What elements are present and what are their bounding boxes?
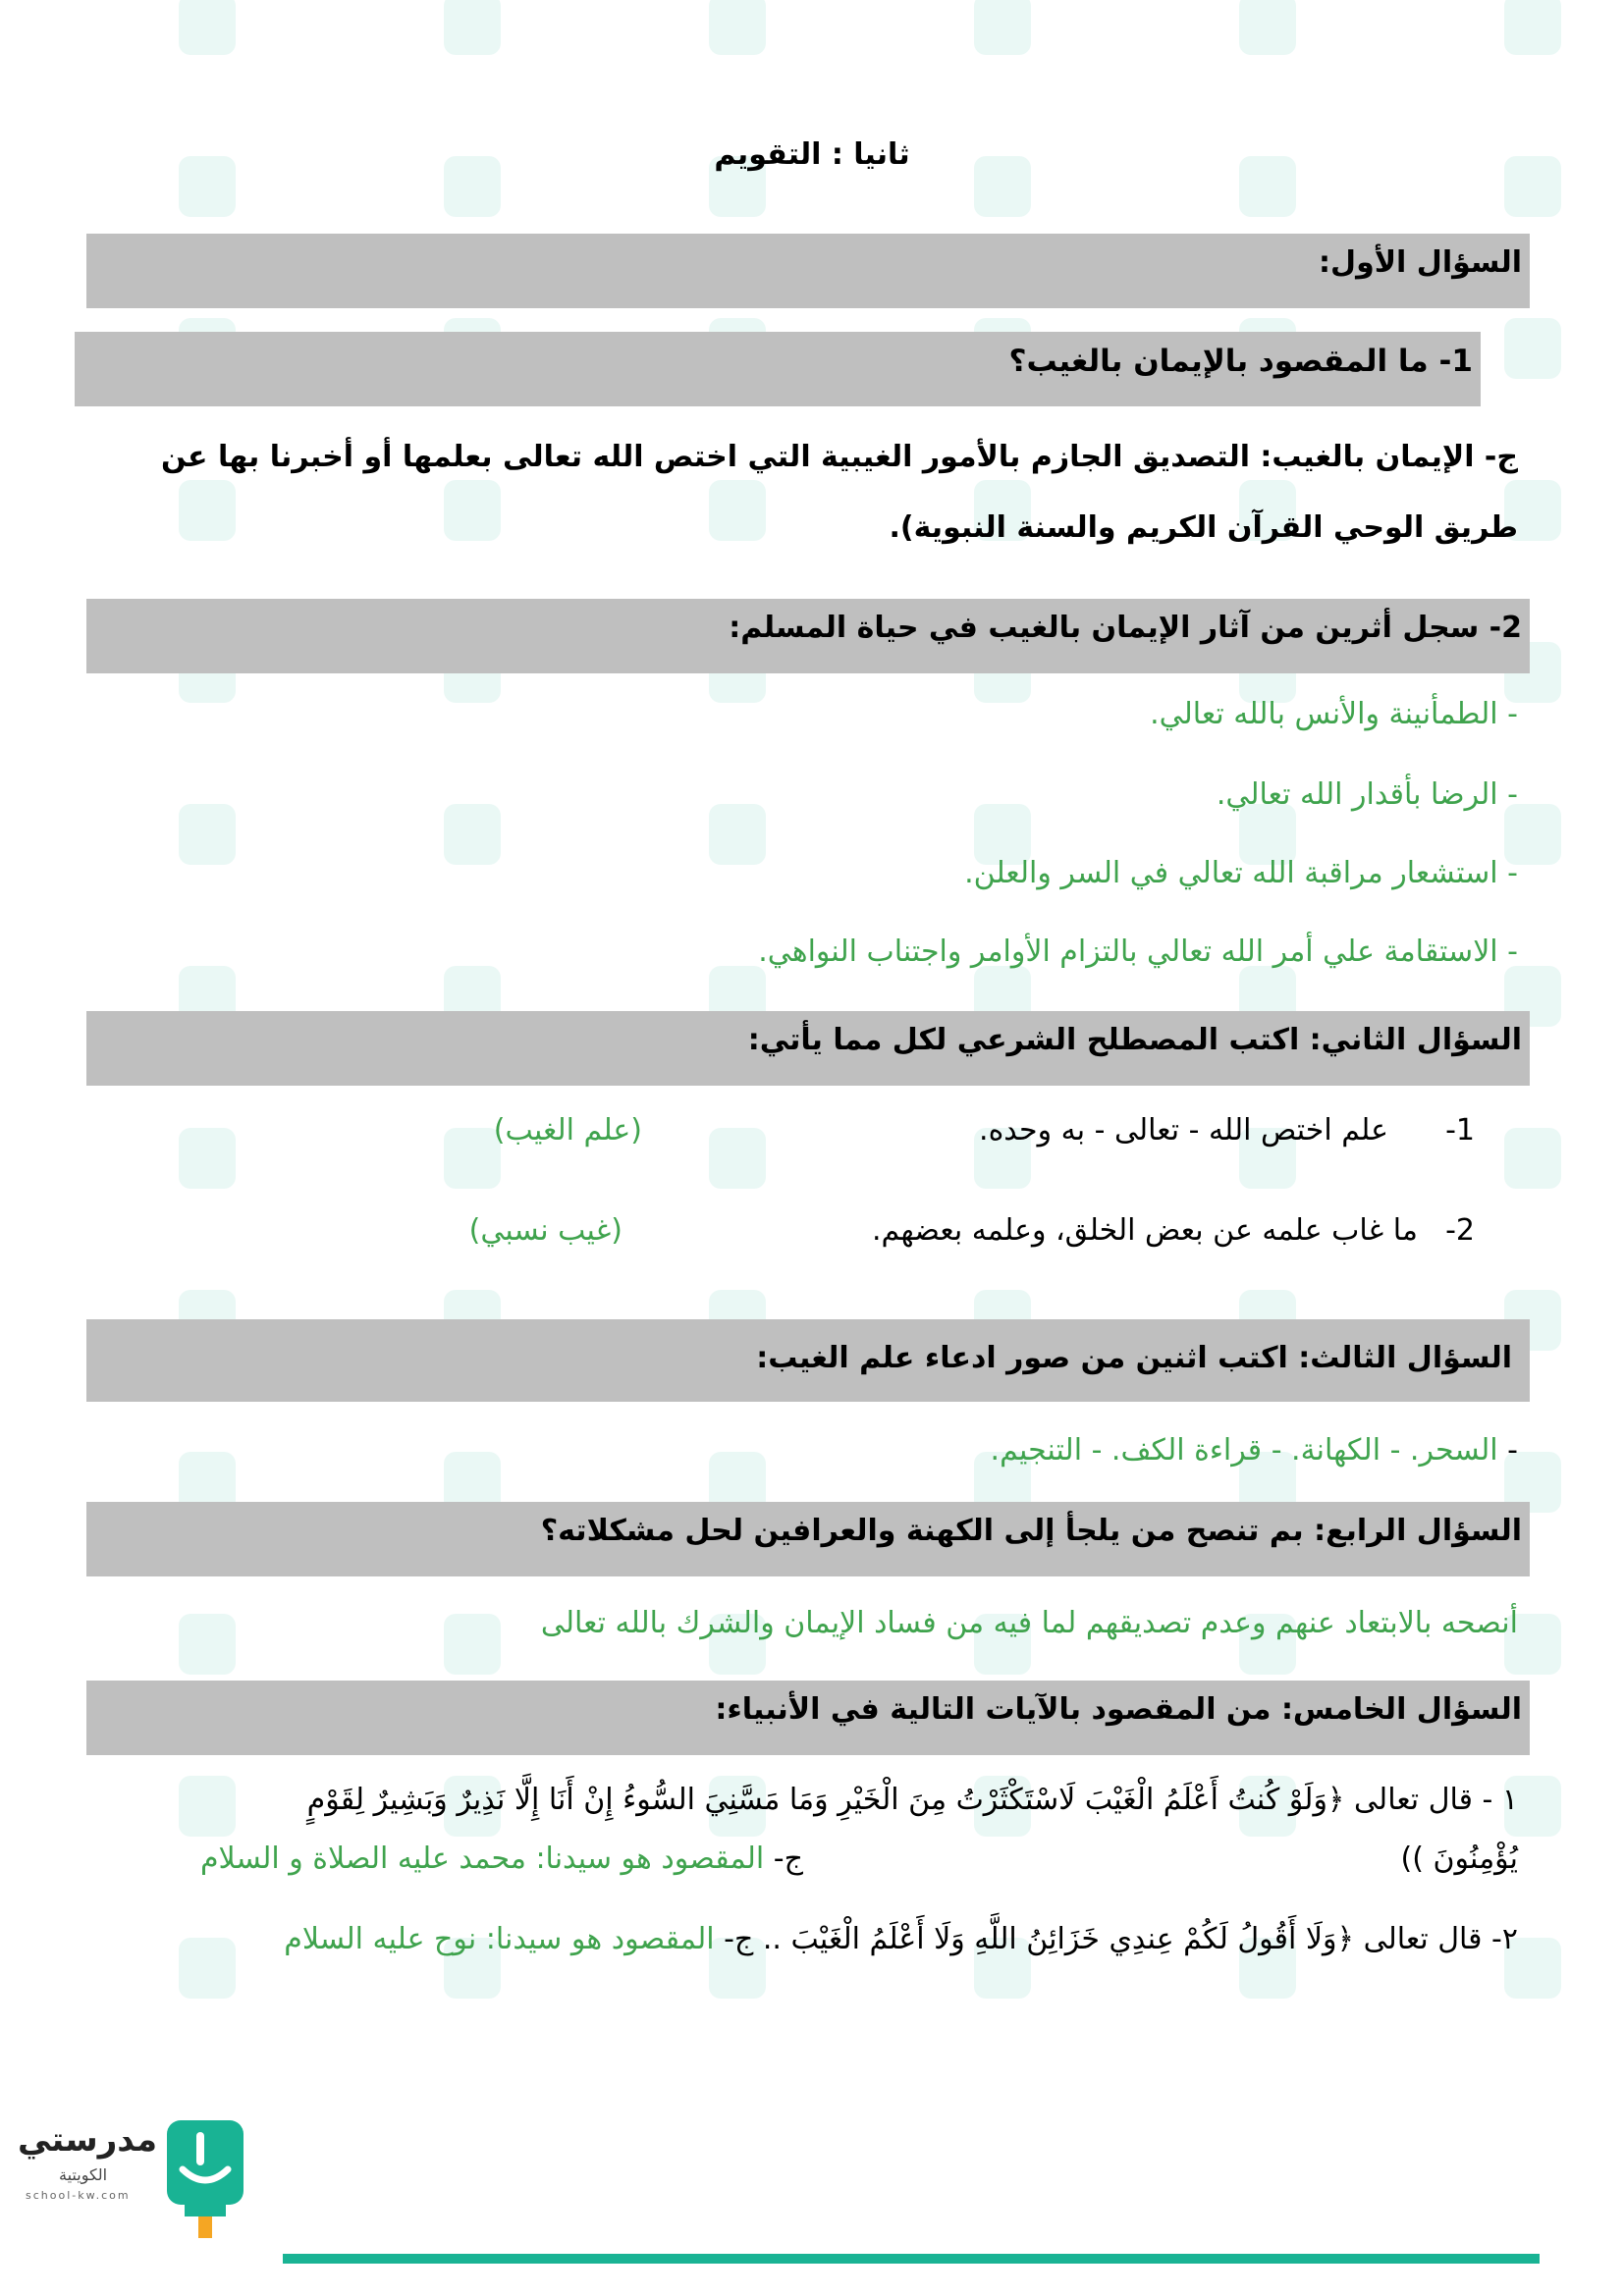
page-title: ثانيا : التقويم: [714, 137, 910, 172]
verse-1-line-1: ١ - قال تعالى ﴿وَلَوْ كُنتُ أَعْلَمُ الْغَيْبَ لَاسْتَكْثَرْتُ مِنَ الْخَيْرِ وَمَا مَسَّنِيَ السُّوءُ إِنْ أَنَا إِلَّا نَذِيرٌ وَبَشِيرٌ لِقَوْمٍ: [306, 1783, 1518, 1817]
watermark-badge-icon: [709, 1128, 766, 1189]
verse-1-answer: [200, 1842, 803, 1876]
watermark-badge-icon: [1504, 318, 1561, 379]
watermark-badge-icon: [974, 0, 1031, 55]
verse-2-answer: المقصود هو سيدنا: نوح عليه السلام: [284, 1922, 715, 1956]
term-item-text: علم اختص الله - تعالى - به وحده.: [979, 1113, 1388, 1148]
watermark-tile: [39, 1114, 236, 1202]
watermark-badge-icon: [179, 1938, 236, 1999]
watermark-badge-icon: [179, 1776, 236, 1837]
question-2-heading-band: [86, 1011, 1530, 1086]
term-item-answer: (غيب نسبي): [468, 1213, 623, 1248]
watermark-tile: [835, 0, 1031, 69]
watermark-badge-icon: [179, 1614, 236, 1675]
watermark-badge-icon: [1239, 0, 1296, 55]
watermark-tile: [39, 790, 236, 879]
watermark-badge-icon: [179, 0, 236, 55]
watermark-tile: [304, 1114, 501, 1202]
watermark-tile: [569, 790, 766, 879]
question-3-heading: السؤال الثالث: اكتب اثنين من صور ادعاء علم الغيب:: [756, 1341, 1512, 1375]
question-4-heading: السؤال الرابع: بم تنصح من يلجأ إلى الكهنة والعرافين لحل مشكلاته؟: [540, 1514, 1522, 1548]
verse-2: [284, 1922, 1518, 1956]
watermark-badge-icon: [179, 804, 236, 865]
watermark-tile: [1100, 0, 1296, 69]
answer-dash: -: [1507, 1433, 1518, 1468]
answer-text: السحر. - الكهانة. - قراءة الكف. - التنجيم.: [990, 1433, 1498, 1468]
question-1-sub2-band: [86, 599, 1530, 673]
watermark-badge-icon: [1504, 0, 1561, 55]
answer-line-2: طريق الوحي القرآن الكريم والسنة النبوية).: [889, 510, 1518, 545]
watermark-tile: [569, 0, 766, 69]
question-1-sub1-band: [75, 332, 1481, 406]
question-1-heading: السؤال الأول:: [1319, 245, 1522, 280]
watermark-tile: [304, 790, 501, 879]
term-item-answer: (علم الغيب): [493, 1113, 642, 1148]
question-1-answer: [84, 422, 1518, 563]
watermark-tile: [304, 0, 501, 69]
watermark-tile: [39, 1762, 236, 1850]
watermark-badge-icon: [444, 1128, 501, 1189]
answer-prefix: ج-: [773, 1842, 803, 1876]
watermark-badge-icon: [1504, 1128, 1561, 1189]
question-1-sub1: 1- ما المقصود بالإيمان بالغيب؟: [1008, 344, 1473, 379]
effect-item: - الطمأنينة والأنس بالله تعالي.: [1150, 697, 1518, 731]
question-3-heading-band: [86, 1319, 1530, 1402]
term-item-text: ما غاب علمه عن بعض الخلق، وعلمه بعضهم.: [872, 1213, 1418, 1248]
watermark-badge-icon: [179, 1128, 236, 1189]
verse-2-text: ٢- قال تعالى ﴿وَلَا أَقُولُ لَكُمْ عِندِي خَزَائِنُ اللَّهِ وَلَا أَعْلَمُ الْغَيْبَ .. ج-: [724, 1922, 1518, 1956]
question-4-answer: أنصحه بالابتعاد عنهم وعدم تصديقهم لما فيه من فساد الإيمان والشرك بالله تعالى: [540, 1606, 1518, 1640]
watermark-badge-icon: [709, 804, 766, 865]
watermark-tile: [39, 1924, 236, 2012]
watermark-tile: [39, 0, 236, 69]
watermark-badge-icon: [444, 1614, 501, 1675]
footer-logo: [20, 2110, 275, 2258]
question-5-heading: السؤال الخامس: من المقصود بالآيات التالية في الأنبياء:: [715, 1692, 1522, 1727]
term-item-number: 2-: [1445, 1213, 1475, 1248]
question-4-heading-band: [86, 1502, 1530, 1576]
question-3-answer: [991, 1433, 1518, 1468]
watermark-tile: [39, 1600, 236, 1688]
logo-name: مدرستي: [18, 2120, 157, 2160]
question-5-heading-band: [86, 1681, 1530, 1755]
question-1-sub2: 2- سجل أثرين من آثار الإيمان بالغيب في حياة المسلم:: [729, 611, 1522, 645]
answer-line-1: ج- الإيمان بالغيب: التصديق الجازم بالأمور الغيبية التي اختص الله تعالى بعلمها أو أخبرنا بها عن: [161, 440, 1518, 474]
question-1-heading-band: [86, 234, 1530, 308]
effect-item: - الاستقامة علي أمر الله تعالي بالتزام الأوامر واجتناب النواهي.: [758, 934, 1518, 969]
logo-url: school-kw.com: [26, 2189, 131, 2202]
watermark-tile: [1365, 0, 1561, 69]
answer-text: المقصود هو سيدنا: محمد عليه الصلاة و السلام: [199, 1842, 765, 1876]
verse-1-line-2: يُؤْمِنُونَ )): [1400, 1842, 1518, 1876]
footer-rule: [283, 2254, 1540, 2264]
effect-item: - الرضا بأقدار الله تعالي.: [1216, 777, 1518, 812]
watermark-badge-icon: [709, 0, 766, 55]
watermark-badge-icon: [444, 0, 501, 55]
question-2-heading: السؤال الثاني: اكتب المصطلح الشرعي لكل مما يأتي:: [747, 1023, 1522, 1057]
effect-item: - استشعار مراقبة الله تعالي في السر والعلن.: [964, 856, 1518, 890]
watermark-badge-icon: [444, 804, 501, 865]
logo-subtitle: الكويتية: [59, 2165, 108, 2184]
term-item-number: 1-: [1445, 1113, 1475, 1148]
watermark-tile: [304, 1600, 501, 1688]
